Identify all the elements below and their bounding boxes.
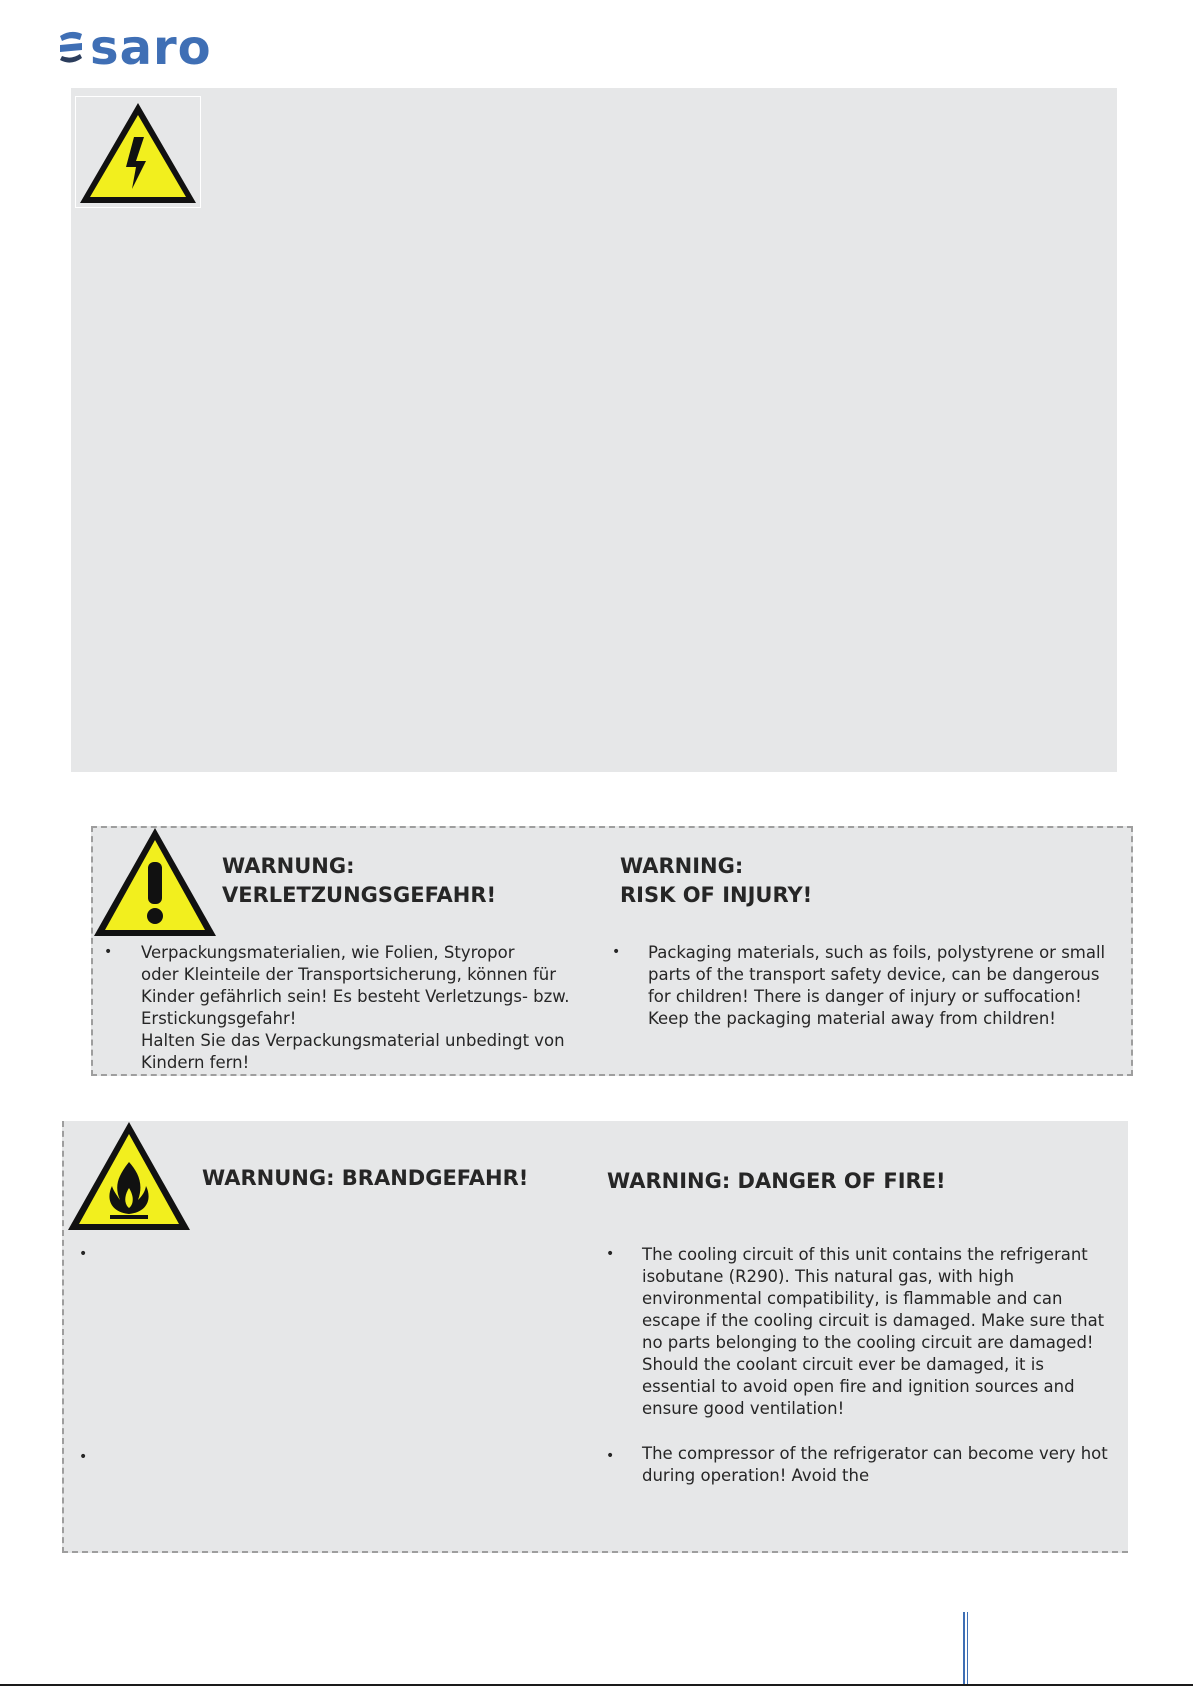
fire-en-line: environmental compatibility, is flammable and can [642,1289,1063,1308]
fire-heading-en: WARNING: DANGER OF FIRE! [607,1169,946,1193]
fire-heading-de: WARNUNG: BRANDGEFAHR! [202,1166,529,1190]
fire-en-line: escape if the cooling circuit is damaged. Make sure that [642,1311,1105,1330]
injury-heading-de-line1: WARNUNG: [222,854,355,878]
fire-en-bullet-2: • [606,1448,615,1464]
injury-de-line: Erstickungsgefahr! [141,1009,297,1028]
injury-de-line: oder Kleinteile der Transportsicherung, können für [141,965,557,984]
footer-divider [963,1612,965,1686]
injury-en-line: Keep the packaging material away from children! [648,1009,1056,1028]
fire-en-line: ensure good ventilation! [642,1399,845,1418]
injury-de-text [141,942,581,1074]
fire-en-line: The cooling circuit of this unit contains the refrigerant [642,1245,1088,1264]
injury-heading-de-line2: VERLETZUNGSGEFAHR! [222,883,497,907]
electric-hazard-icon [76,97,200,207]
injury-de-line: Halten Sie das Verpackungsmaterial unbedingt von [141,1031,565,1050]
electric-hazard-sign-frame [75,96,201,208]
injury-en-text [648,942,1118,1030]
saro-logo-mark-icon [58,30,84,66]
injury-de-line: Kinder gefährlich sein! Es besteht Verletzungs- bzw. [141,987,570,1006]
fire-en-line: during operation! Avoid the [642,1466,870,1485]
injury-en-line: Packaging materials, such as foils, polystyrene or small [648,943,1106,962]
exclamation-warning-icon [92,826,218,940]
saro-logo [58,20,212,76]
fire-en-line: no parts belonging to the cooling circuit are damaged! [642,1333,1094,1352]
fire-en-bullet-1: • [606,1246,615,1262]
injury-de-bullet: • [104,944,113,960]
injury-heading-en-line1: WARNING: [620,854,744,878]
fire-en-text-1 [642,1244,1122,1420]
logo-text: saro [90,20,212,76]
footer-divider [967,1612,968,1686]
fire-en-line: isobutane (R290). This natural gas, with high [642,1267,1015,1286]
injury-en-line: parts of the transport safety device, can be dangerous [648,965,1100,984]
fire-en-text-2 [642,1443,1122,1487]
injury-en-bullet: • [612,944,621,960]
injury-de-line: Verpackungsmaterialien, wie Folien, Styropor [141,943,515,962]
electric-hazard-panel [71,88,1117,772]
fire-en-line: Should the coolant circuit ever be damaged, it is [642,1355,1044,1374]
injury-en-line: for children! There is danger of injury or suffocation! [648,987,1082,1006]
fire-de-bullet-2: • [79,1449,88,1465]
injury-de-line: Kindern fern! [141,1053,250,1072]
fire-en-line: essential to avoid open fire and ignition sources and [642,1377,1075,1396]
injury-heading-en-line2: RISK OF INJURY! [620,883,813,907]
fire-en-line: The compressor of the refrigerator can become very hot [642,1444,1108,1463]
fire-hazard-icon [66,1120,192,1234]
fire-de-bullet-1: • [79,1246,88,1262]
